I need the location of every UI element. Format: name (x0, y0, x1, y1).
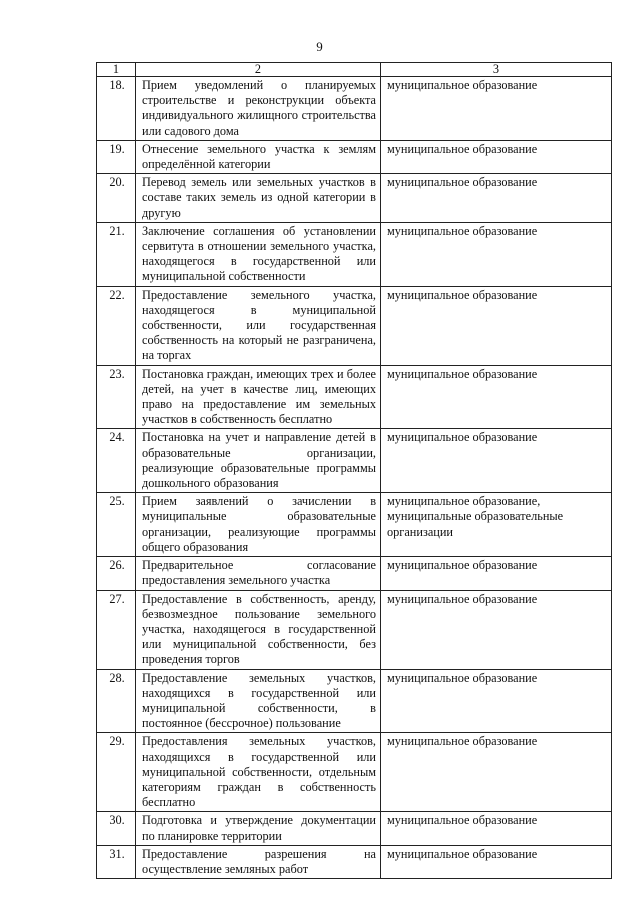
responsible-authority: муниципальное образование (381, 77, 612, 141)
responsible-authority: муниципальное образование (381, 286, 612, 365)
table-row (97, 669, 612, 733)
responsible-authority: муниципальное образование, муниципальные образовательные организации (381, 493, 612, 557)
row-number: 21. (97, 222, 136, 286)
service-name: Прием заявлений о зачислении в муниципальные образовательные организации, реализующие программы общего образования (136, 493, 381, 557)
page-number: 9 (316, 39, 323, 54)
row-number: 25. (97, 493, 136, 557)
responsible-authority: муниципальное образование (381, 590, 612, 669)
table-row (97, 733, 612, 812)
table-row (97, 222, 612, 286)
table-row (97, 812, 612, 845)
header-col-authority: 3 (381, 63, 612, 77)
responsible-authority: муниципальное образование (381, 174, 612, 223)
row-number: 27. (97, 590, 136, 669)
row-number: 29. (97, 733, 136, 812)
service-name: Подготовка и утверждение документации по планировке территории (136, 812, 381, 845)
row-number: 20. (97, 174, 136, 223)
responsible-authority: муниципальное образование (381, 429, 612, 493)
row-number: 30. (97, 812, 136, 845)
responsible-authority: муниципальное образование (381, 812, 612, 845)
row-number: 24. (97, 429, 136, 493)
row-number: 26. (97, 557, 136, 590)
service-name: Перевод земель или земельных участков в составе таких земель из одной категории в другую (136, 174, 381, 223)
responsible-authority: муниципальное образование (381, 669, 612, 733)
table-row (97, 286, 612, 365)
table-row (97, 845, 612, 878)
service-name: Предоставления земельных участков, находящихся в государственной или муниципальной собственности, отдельным категориям граждан в собственность бесплатно (136, 733, 381, 812)
header-col-number: 1 (97, 63, 136, 77)
service-name: Предварительное согласование предоставления земельного участка (136, 557, 381, 590)
service-name: Отнесение земельного участка к землям определённой категории (136, 140, 381, 173)
responsible-authority: муниципальное образование (381, 222, 612, 286)
service-name: Постановка граждан, имеющих трех и более детей, на учет в качестве лиц, имеющих право на предоставление им земельных участков в собственность бесплатно (136, 365, 381, 429)
table-header (97, 63, 612, 77)
service-name: Предоставление земельного участка, находящегося в муниципальной собственности, или государственная собственность на который не разграничена, на торгах (136, 286, 381, 365)
service-name: Заключение соглашения об установлении сервитута в отношении земельного участка, находящегося в государственной или муниципальной собственности (136, 222, 381, 286)
table-row (97, 140, 612, 173)
table-row (97, 493, 612, 557)
responsible-authority: муниципальное образование (381, 140, 612, 173)
table-row (97, 174, 612, 223)
service-name: Постановка на учет и направление детей в образовательные организации, реализующие образовательные программы дошкольного образования (136, 429, 381, 493)
responsible-authority: муниципальное образование (381, 557, 612, 590)
service-name: Предоставление земельных участков, находящихся в государственной или муниципальной собственности, в постоянное (бессрочное) пользование (136, 669, 381, 733)
row-number: 23. (97, 365, 136, 429)
table-row (97, 365, 612, 429)
table-row (97, 429, 612, 493)
row-number: 28. (97, 669, 136, 733)
row-number: 19. (97, 140, 136, 173)
row-number: 22. (97, 286, 136, 365)
responsible-authority: муниципальное образование (381, 733, 612, 812)
table-row (97, 557, 612, 590)
table-body (97, 77, 612, 879)
services-table (96, 62, 612, 879)
row-number: 31. (97, 845, 136, 878)
row-number: 18. (97, 77, 136, 141)
responsible-authority: муниципальное образование (381, 365, 612, 429)
header-row (97, 63, 612, 77)
responsible-authority: муниципальное образование (381, 845, 612, 878)
table-row (97, 77, 612, 141)
table-row (97, 590, 612, 669)
service-name: Прием уведомлений о планируемых строительстве и реконструкции объекта индивидуального жилищного строительства или садового дома (136, 77, 381, 141)
service-name: Предоставление разрешения на осуществление земляных работ (136, 845, 381, 878)
header-col-service: 2 (136, 63, 381, 77)
service-name: Предоставление в собственность, аренду, безвозмездное пользование земельного участка, находящегося в государственной или муниципальной собственности, без проведения торгов (136, 590, 381, 669)
